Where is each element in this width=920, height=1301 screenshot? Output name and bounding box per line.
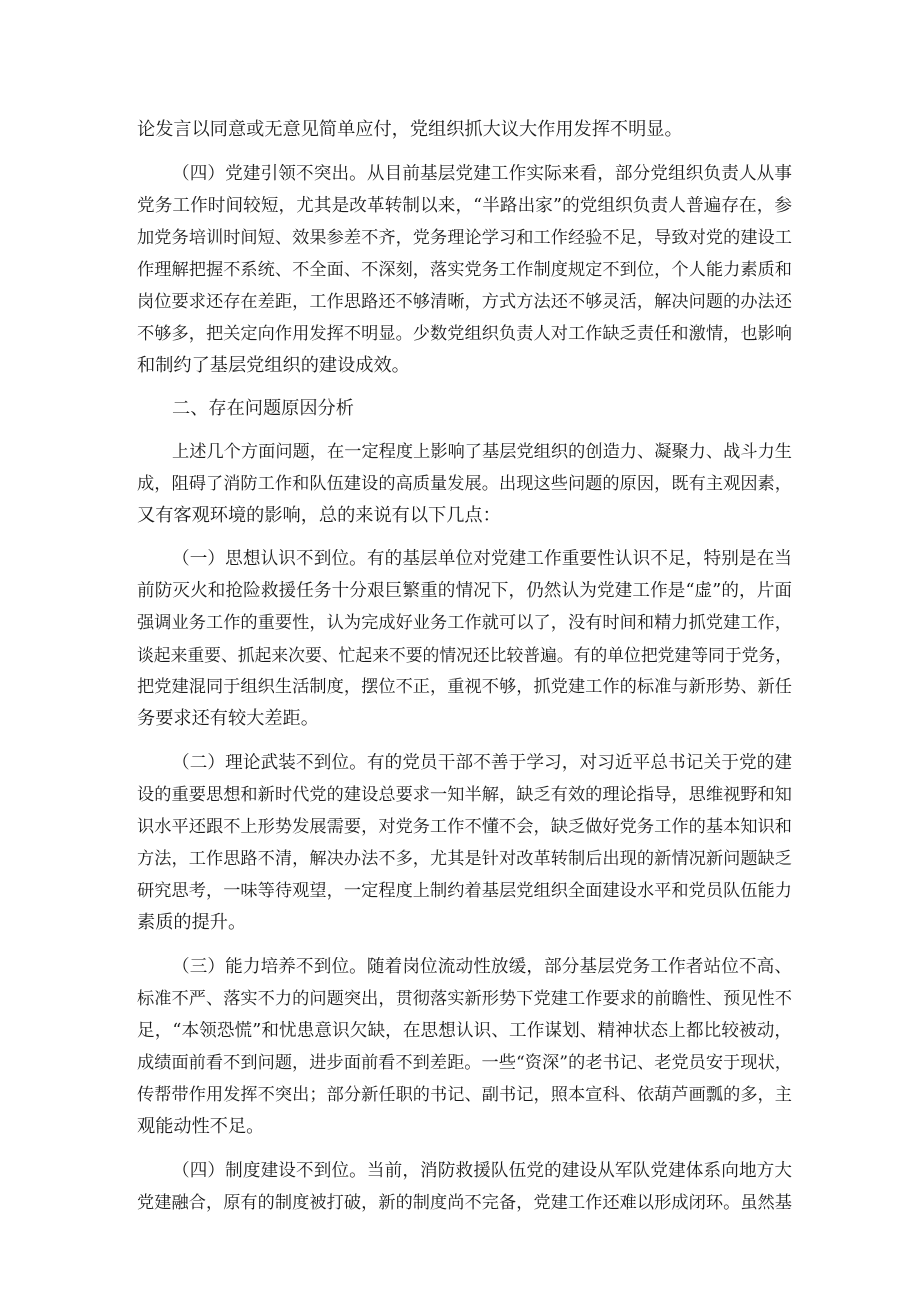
paragraph-first-line: （四）党建引领不突出。从目前基层党建工作实际来看，部分党组织负责人从事	[172, 164, 792, 184]
text-line: 把党建混同于组织生活制度，摆位不正，重视不够，抓党建工作的标准与新形势、新任	[137, 677, 792, 697]
text-line: 加党务培训时间短、效果参差不齐，党务理论学习和工作经验不足，导致对党的建设工	[137, 228, 792, 248]
text-line: 传帮带作用发挥不突出；部分新任职的书记、副书记，照本宣科、依葫芦画瓢的多，主	[137, 1085, 792, 1105]
text-line: 识水平还跟不上形势发展需要，对党务工作不懂不会，缺乏做好党务工作的基本知识和	[137, 817, 792, 837]
paragraph-first-line: （二）理论武装不到位。有的党员干部不善于学习，对习近平总书记关于党的建	[172, 753, 792, 773]
text-line: 务要求还有较大差距。	[137, 708, 319, 729]
paragraph-first-line: （四）制度建设不到位。当前，消防救援队伍党的建设从军队党建体系向地方大	[172, 1161, 792, 1181]
text-line: 岗位要求还存在差距，工作思路还不够清晰，方式方法还不够灵活，解决问题的办法还	[137, 292, 792, 312]
text-line: 不够多，把关定向作用发挥不明显。少数党组织负责人对工作缺乏责任和激情，也影响	[137, 324, 792, 344]
paragraph-first-line: 上述几个方面问题，在一定程度上影响了基层党组织的创造力、凝聚力、战斗力生	[172, 442, 792, 462]
text-line: 成绩面前看不到问题，进步面前看不到差距。一些“资深”的老书记、老党员安于现状，	[137, 1053, 792, 1073]
paragraph-first-line: （三）能力培养不到位。随着岗位流动性放缓，部分基层党务工作者站位不高、	[172, 957, 792, 977]
text-line: 方法，工作思路不清，解决办法不多，尤其是针对改革转制后出现的新情况新问题缺乏	[137, 849, 792, 869]
text-line: 党建融合，原有的制度被打破，新的制度尚不完备，党建工作还难以形成闭环。虽然基	[137, 1193, 792, 1213]
text-line: 前防灭火和抢险救援任务十分艰巨繁重的情况下，仍然认为党建工作是“虚”的，片面	[137, 581, 792, 601]
text-line: 研究思考，一味等待观望，一定程度上制约着基层党组织全面建设水平和党员队伍能力	[137, 881, 792, 901]
text-line: 和制约了基层党组织的建设成效。	[137, 355, 410, 376]
text-line: 标准不严、落实不力的问题突出，贯彻落实新形势下党建工作要求的前瞻性、预见性不	[137, 989, 792, 1009]
text-line: 成，阻碍了消防工作和队伍建设的高质量发展。出现这些问题的原因，既有主观因素，	[137, 474, 792, 494]
text-line: 强调业务工作的重要性，认为完成好业务工作就可以了，没有时间和精力抓党建工作，	[137, 613, 792, 633]
section-heading: 二、存在问题原因分析	[172, 398, 354, 419]
text-line: 谈起来重要、抓起来次要、忙起来不要的情况还比较普遍。有的单位把党建等同于党务，	[137, 645, 792, 665]
text-line: 素质的提升。	[137, 912, 247, 933]
paragraph-first-line: （一）思想认识不到位。有的基层单位对党建工作重要性认识不足，特别是在当	[172, 549, 792, 569]
text-line: 作理解把握不系统、不全面、不深刻，落实党务工作制度规定不到位，个人能力素质和	[137, 260, 792, 280]
text-line: 足，“本领恐慌”和忧患意识欠缺，在思想认识、工作谋划、精神状态上都比较被动，	[137, 1021, 792, 1041]
text-line: 观能动性不足。	[137, 1116, 265, 1137]
text-line: 又有客观环境的影响，总的来说有以下几点：	[137, 505, 501, 526]
text-line: 论发言以同意或无意见简单应付，党组织抓大议大作用发挥不明显。	[137, 119, 683, 140]
text-line: 设的重要思想和新时代党的建设总要求一知半解，缺乏有效的理论指导，思维视野和知	[137, 785, 792, 805]
text-line: 党务工作时间较短，尤其是改革转制以来，“半路出家”的党组织负责人普遍存在，参	[137, 196, 792, 216]
